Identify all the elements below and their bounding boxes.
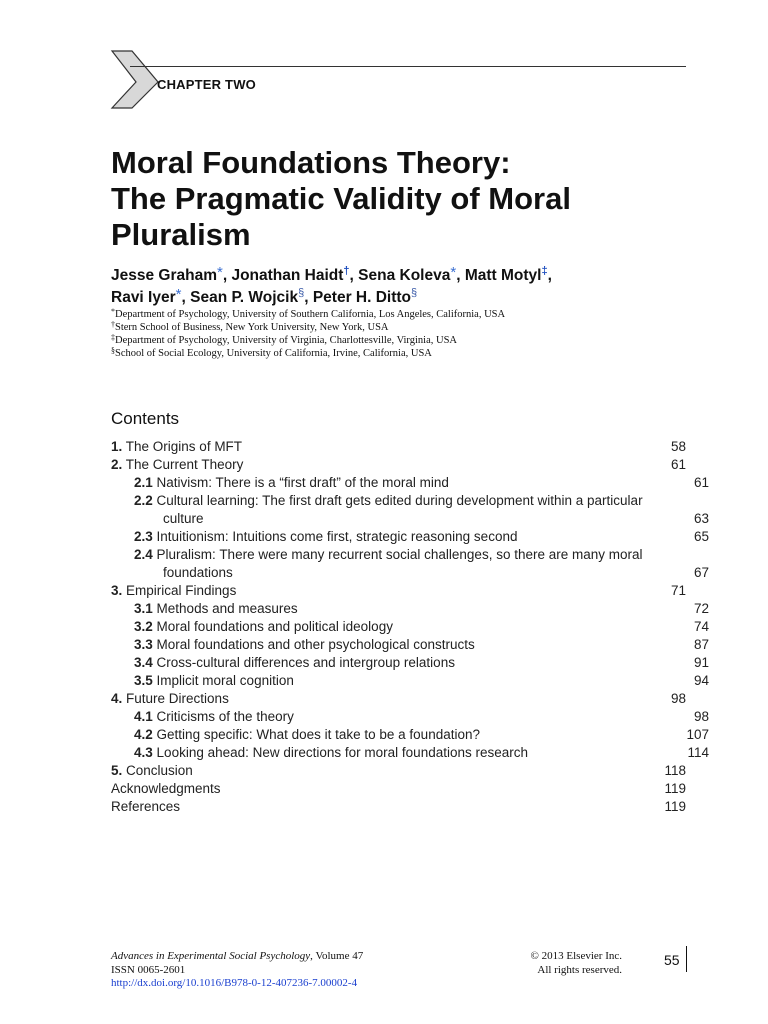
author-sep: , — [456, 267, 465, 284]
toc-page: 65 — [693, 529, 709, 544]
author-name: Sean P. Wojcik — [190, 289, 299, 306]
copyright-text: © 2013 Elsevier Inc. — [530, 950, 622, 962]
toc-page: 118 — [664, 763, 686, 778]
affiliation-item — [111, 308, 711, 321]
toc-number: 2.2 — [134, 493, 153, 508]
chapter-chevron-icon — [110, 50, 160, 110]
toc-number: 3. — [111, 583, 123, 598]
page-number: 55 — [664, 952, 680, 968]
journal-name: Advances in Experimental Social Psychology — [111, 950, 311, 962]
toc-page: 71 — [670, 583, 686, 598]
toc-entry[interactable] — [111, 780, 686, 798]
author-list: Jesse Graham*, Jonathan Haidt†, Sena Koleva*, Matt Motyl‡, Ravi Iyer*, Sean P. Wojcik§, Peter H. Ditto§ — [111, 264, 552, 306]
toc-entry[interactable] — [111, 456, 686, 474]
toc-text: Moral foundations and other psychological constructs — [156, 637, 475, 652]
affiliation-item — [111, 334, 711, 347]
toc-page: 72 — [693, 601, 709, 616]
toc-entry[interactable] — [111, 618, 709, 636]
toc-number: 2.3 — [134, 529, 153, 544]
author-mark[interactable]: § — [298, 287, 305, 299]
toc-number: 2. — [111, 457, 123, 472]
doi-link[interactable]: http://dx.doi.org/10.1016/B978-0-12-407236-7.00002-4 — [111, 977, 358, 989]
affiliation-item — [111, 321, 711, 334]
toc-page: 63 — [693, 511, 709, 527]
toc-number: 3.1 — [134, 601, 153, 616]
author-mark[interactable]: * — [175, 286, 182, 303]
author-sep: , — [304, 289, 313, 306]
toc-text: Moral foundations and political ideology — [156, 619, 393, 634]
toc-number: 4. — [111, 691, 123, 706]
toc-text: References — [111, 799, 181, 814]
affiliation-list — [111, 308, 711, 360]
footer-copyright — [500, 950, 622, 977]
toc-text: Criticisms of the theory — [156, 709, 294, 724]
toc-number: 2.1 — [134, 475, 153, 490]
affiliation-mark: § — [111, 346, 115, 355]
toc-page: 61 — [693, 475, 709, 490]
author-sep: , — [181, 289, 191, 306]
author-mark[interactable]: † — [343, 265, 350, 277]
toc-number: 2.4 — [134, 547, 153, 562]
author-sep: , — [222, 267, 232, 284]
rights-text: All rights reserved. — [537, 963, 622, 976]
toc-entry[interactable] — [111, 690, 686, 708]
author-name: Peter H. Ditto — [312, 289, 412, 306]
toc-entry[interactable] — [111, 582, 686, 600]
footer-citation — [111, 950, 363, 991]
affiliation-text: School of Social Ecology, University of California, Irvine, California, USA — [115, 348, 432, 359]
toc-text: Future Directions — [126, 691, 229, 706]
toc-entry[interactable] — [111, 672, 709, 690]
author-name: Jonathan Haidt — [231, 267, 344, 284]
toc-text: Cross-cultural differences and intergroup relations — [156, 655, 455, 670]
toc-number: 4.2 — [134, 727, 153, 742]
toc-page: 67 — [693, 565, 709, 581]
affiliation-mark: * — [111, 307, 115, 316]
toc-text: Cultural learning: The first draft gets edited during development within a particular culture — [156, 493, 643, 527]
page-number-rule — [686, 946, 687, 972]
toc-entry[interactable] — [111, 744, 709, 762]
toc-page: 98 — [670, 691, 686, 706]
contents-heading: Contents — [111, 409, 180, 428]
toc-entry[interactable] — [111, 798, 686, 816]
toc-text: Nativism: There is a “first draft” of the moral mind — [156, 475, 449, 490]
author-mark[interactable]: ‡ — [541, 265, 548, 277]
chapter-label: CHAPTER TWO — [157, 77, 256, 92]
toc-page: 87 — [693, 637, 709, 652]
toc-entry[interactable] — [111, 438, 686, 456]
toc-page: 119 — [664, 781, 686, 796]
toc-text: The Current Theory — [125, 457, 244, 472]
affiliation-text: Department of Psychology, University of Virginia, Charlottesville, Virginia, USA — [115, 335, 457, 346]
toc-text: The Origins of MFT — [125, 439, 243, 454]
toc-entry[interactable] — [111, 600, 709, 618]
toc-page: 107 — [686, 727, 709, 742]
toc-page: 119 — [664, 799, 686, 814]
author-name: Sena Koleva — [358, 267, 451, 284]
affiliation-mark: ‡ — [111, 333, 115, 342]
toc-text: Pluralism: There were many recurrent social challenges, so there are many moral foundations — [156, 547, 643, 581]
title-line-2: The Pragmatic Validity of Moral — [111, 181, 571, 216]
toc-entry[interactable] — [111, 546, 709, 582]
issn: ISSN 0065-2601 — [111, 963, 186, 976]
toc-text: Intuitionism: Intuitions come first, strategic reasoning second — [156, 529, 518, 544]
toc-text: Methods and measures — [156, 601, 298, 616]
toc-page: 74 — [693, 619, 709, 634]
toc-number: 3.3 — [134, 637, 153, 652]
toc-number: 3.5 — [134, 673, 153, 688]
journal-volume: , Volume 47 — [310, 950, 364, 962]
toc-entry[interactable] — [111, 654, 709, 672]
toc-text: Acknowledgments — [111, 781, 221, 796]
toc-text: Conclusion — [126, 763, 193, 778]
toc-page: 98 — [693, 709, 709, 724]
toc-number: 1. — [111, 439, 123, 454]
affiliation-text: Stern School of Business, New York University, New York, USA — [115, 322, 389, 333]
affiliation-item — [111, 347, 711, 360]
toc-page: 61 — [670, 457, 686, 472]
toc-entry[interactable] — [111, 708, 709, 726]
affiliation-mark: † — [111, 320, 115, 329]
article-title — [111, 145, 711, 253]
toc-entry[interactable] — [111, 528, 709, 546]
toc-page: 58 — [670, 439, 686, 454]
toc-number: 4.3 — [134, 745, 153, 760]
toc-number: 3.4 — [134, 655, 153, 670]
affiliation-text: Department of Psychology, University of Southern California, Los Angeles, California, USA — [115, 309, 506, 320]
header-rule — [130, 66, 686, 67]
toc-page: 114 — [687, 745, 709, 760]
author-mark[interactable]: § — [411, 287, 418, 299]
toc-entry[interactable] — [111, 636, 709, 654]
author-name: Ravi Iyer — [111, 289, 176, 306]
toc-text: Looking ahead: New directions for moral foundations research — [156, 745, 529, 760]
author-sep: , — [349, 267, 359, 284]
toc-number: 5. — [111, 763, 123, 778]
toc-page: 91 — [693, 655, 709, 670]
toc-text: Getting specific: What does it take to be a foundation? — [156, 727, 480, 742]
author-name: Jesse Graham — [111, 267, 217, 284]
toc-text: Empirical Findings — [126, 583, 237, 598]
title-line-3: Pluralism — [111, 217, 251, 252]
toc-text: Implicit moral cognition — [156, 673, 294, 688]
author-mark[interactable]: * — [450, 264, 457, 281]
toc-entry[interactable] — [111, 762, 686, 780]
toc-number: 4.1 — [134, 709, 153, 724]
author-mark[interactable]: * — [217, 264, 223, 281]
toc-entry[interactable] — [111, 726, 709, 744]
toc-entry[interactable] — [111, 492, 709, 528]
title-line-1: Moral Foundations Theory: — [111, 145, 511, 180]
author-name: Matt Motyl — [464, 267, 542, 284]
toc-page: 94 — [693, 673, 709, 688]
toc-number: 3.2 — [134, 619, 153, 634]
toc-entry[interactable] — [111, 474, 709, 492]
